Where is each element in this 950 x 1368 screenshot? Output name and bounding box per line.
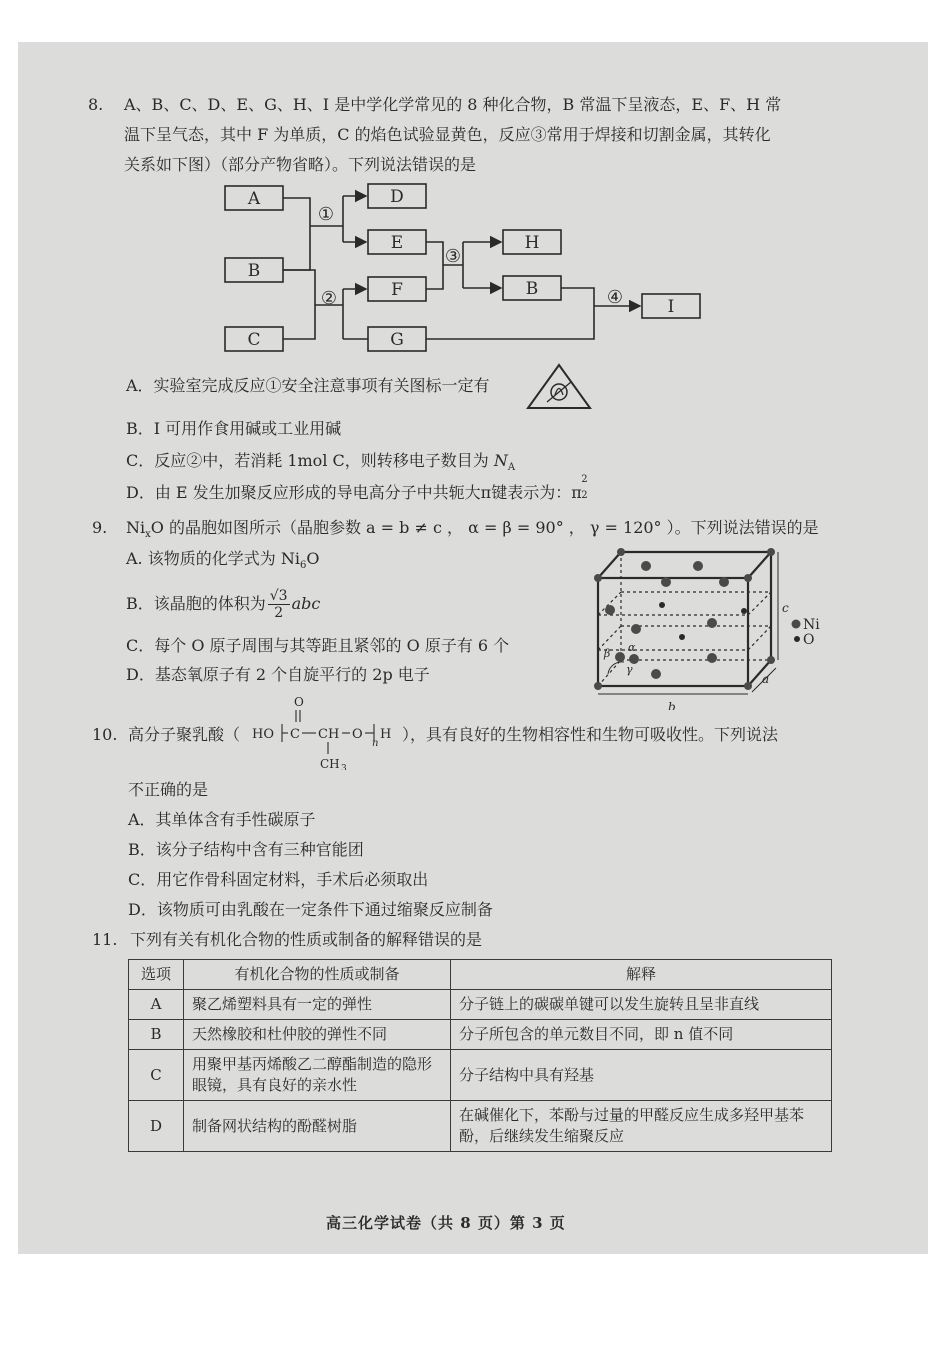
q10-option-b: B．该分子结构中含有三种官能团 <box>128 840 364 859</box>
formula-ch3-sub: 3 <box>341 764 347 770</box>
q9-stem-sub: x <box>145 529 151 541</box>
q10-number: 10. <box>92 725 118 744</box>
q9-option-c: C．每个 O 原子周围与其等距且紧邻的 O 原子有 6 个 <box>126 636 510 655</box>
q8-stem-line-1: A、B、C、D、E、G、H、I 是中学化学常见的 8 种化合物，B 常温下呈液态，E、F、H 常 <box>124 95 782 114</box>
q8-option-b: B．I 可用作食用碱或工业用碱 <box>126 419 342 438</box>
q9-option-a-o: O <box>306 549 320 568</box>
box-b-label: B <box>247 261 261 281</box>
q11-table <box>128 959 832 1152</box>
pi-symbol: π <box>571 483 582 502</box>
q9-number: 9. <box>92 518 108 537</box>
q11-stem: 下列有关有机化合物的性质或制备的解释错误的是 <box>130 930 483 949</box>
fraction-numerator: √3 <box>269 588 288 604</box>
q9-stem-ni: Ni <box>126 518 146 537</box>
q8-stem-line-2: 温下呈气态，其中 F 为单质，C 的焰色试验显黄色，反应③常用于焊接和切割金属，其转化 <box>124 125 771 144</box>
formula-o-top: O <box>294 695 304 709</box>
angle-alpha-label: α <box>628 641 636 654</box>
row-a-property: 聚乙烯塑料具有一定的弹性 <box>184 990 451 1020</box>
box-h-label: H <box>524 233 540 253</box>
table-row <box>129 1050 832 1101</box>
box-f-label: F <box>391 280 403 300</box>
formula-ho: HO <box>252 727 274 742</box>
fraction-denominator: 2 <box>274 605 284 621</box>
formula-o: O <box>352 727 363 742</box>
formula-c: C <box>290 727 300 742</box>
q10-stem-pre: 高分子聚乳酸（ <box>128 725 241 744</box>
page-footer: 高三化学试卷（共 8 页）第 3 页 <box>326 1214 566 1232</box>
q10-option-a: A．其单体含有手性碳原子 <box>128 810 316 829</box>
q10-option-d: D．该物质可由乳酸在一定条件下通过缩聚反应制备 <box>128 900 493 919</box>
row-a-explanation: 分子链上的碳碳单键可以发生旋转且呈非直线 <box>451 990 832 1020</box>
table-row <box>129 990 832 1020</box>
header-explanation: 解释 <box>451 960 832 990</box>
q8-option-d-text: D．由 E 发生加聚反应形成的导电高分子中共轭大π键表示为： <box>126 483 572 502</box>
table-header-row <box>129 960 832 990</box>
row-d-explanation: 在碱催化下，苯酚与过量的甲醛反应生成多羟甲基苯酚，后继续发生缩聚反应 <box>451 1101 832 1152</box>
q10-option-c: C．用它作骨科固定材料，手术后必须取出 <box>128 870 429 889</box>
formula-n: n <box>372 738 379 749</box>
q10-stem-post: ），具有良好的生物相容性和生物可吸收性。下列说法 <box>402 725 779 744</box>
box-e-label: E <box>390 233 404 253</box>
q9-stem-text: O 的晶胞如图所示（晶胞参数 a = b ≠ c ， α = β = 90° ， γ = 120° ）。下列说法错误的是 <box>150 518 819 537</box>
legend-ni-label: Ni <box>803 617 820 633</box>
q9-option-a-sub: 6 <box>299 560 307 572</box>
q8-option-c-text: C．反应②中，若消耗 1mol C，则转移电子数目为 <box>126 451 494 470</box>
table-row <box>129 1101 832 1152</box>
q9-option-a-text: A. 该物质的化学式为 Ni <box>126 549 300 568</box>
box-d-label: D <box>390 187 404 207</box>
box-i-label: I <box>667 297 675 317</box>
q8-option-a: A．实验室完成反应①安全注意事项有关图标一定有 <box>126 376 490 395</box>
reaction-3-label: ③ <box>444 246 462 267</box>
avogadro-symbol: N <box>493 451 508 470</box>
row-b-option: B <box>129 1020 184 1050</box>
edge-b-label: b <box>668 700 676 710</box>
box-b2-label: B <box>525 279 539 299</box>
table-row <box>129 1020 832 1050</box>
formula-ch3: CH <box>320 757 340 770</box>
formula-h: H <box>380 727 392 742</box>
q9-option-b-text: B．该晶胞的体积为 <box>126 594 266 613</box>
row-b-property: 天然橡胶和杜仲胶的弹性不同 <box>184 1020 451 1050</box>
angle-beta-label: β <box>604 647 611 660</box>
row-d-option: D <box>129 1101 184 1152</box>
row-c-option: C <box>129 1050 184 1101</box>
edge-a-label: a <box>762 672 770 686</box>
q11-number: 11. <box>92 930 118 949</box>
row-c-explanation: 分子结构中具有羟基 <box>451 1050 832 1101</box>
row-b-explanation: 分子所包含的单元数目不同，即 n 值不同 <box>451 1020 832 1050</box>
q9-option-d: D．基态氧原子有 2 个自旋平行的 2p 电子 <box>126 665 430 684</box>
avogadro-subscript: A <box>507 462 516 474</box>
q8-number: 8. <box>88 95 104 114</box>
box-a-label: A <box>247 189 261 209</box>
row-c-property: 用聚甲基丙烯酸乙二醇酯制造的隐形眼镜，具有良好的亲水性 <box>184 1050 451 1101</box>
q10-stem-line-2: 不正确的是 <box>128 780 209 799</box>
polylactic-acid-structure <box>252 690 410 770</box>
q9-option-b-abc: abc <box>291 594 321 613</box>
header-property: 有机化合物的性质或制备 <box>184 960 451 990</box>
header-option: 选项 <box>129 960 184 990</box>
box-c-label: C <box>247 330 261 350</box>
angle-gamma-label: γ <box>626 663 633 676</box>
edge-c-label: c <box>782 601 789 615</box>
box-g-label: G <box>390 330 404 350</box>
q8-stem-line-3: 关系如下图）（部分产物省略）。下列说法错误的是 <box>124 155 477 174</box>
formula-ch: CH <box>318 727 340 742</box>
row-a-option: A <box>129 990 184 1020</box>
reaction-4-label: ④ <box>606 287 624 308</box>
row-d-property: 制备网状结构的酚醛树脂 <box>184 1101 451 1152</box>
legend-o-label: O <box>803 632 815 648</box>
reaction-1-label: ① <box>317 204 335 225</box>
reaction-2-label: ② <box>320 288 338 309</box>
